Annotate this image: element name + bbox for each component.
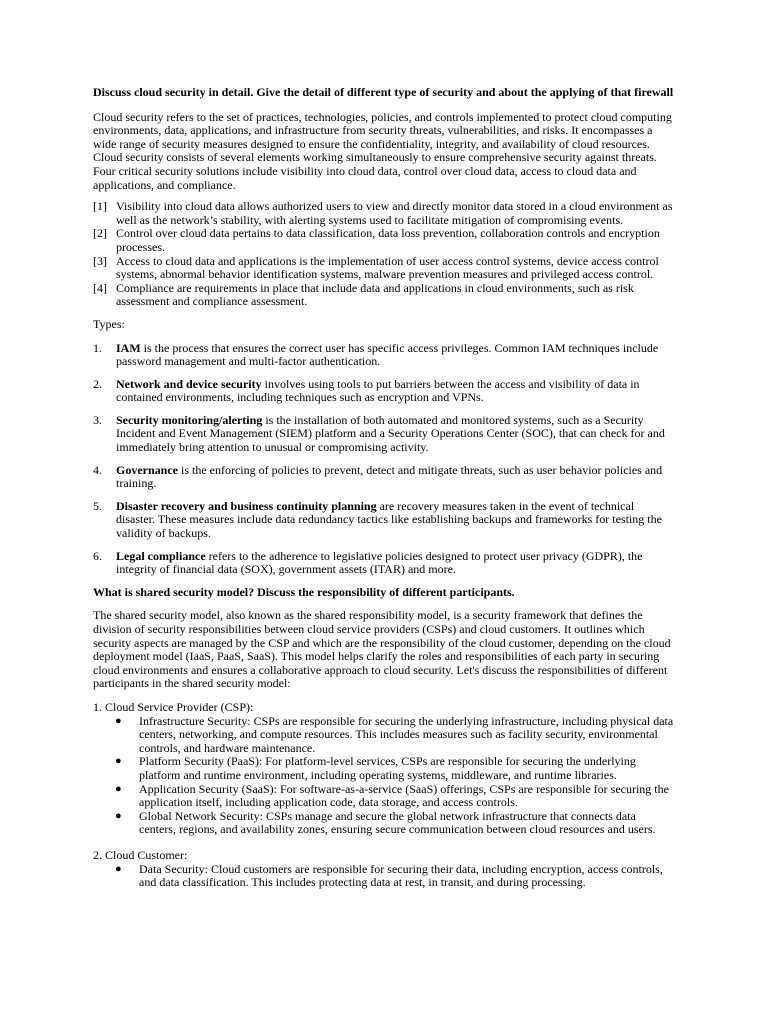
item-text: is the process that ensures the correct user has specific access privileges. Common IAM techniques include password management and multi-factor authentication. [116,340,659,369]
intro-paragraph: Cloud security refers to the set of practices, technologies, policies, and controls implemented to protect cloud computing environments, data, applications, and infrastructure from security threats, vulnerabilities, and risks. It encompasses a wide range of security measures designed to ensure the confidentiality, integrity, and availability of cloud resources. Cloud security consists of several elements working simultaneously to ensure comprehensive security against threats. Four critical security solutions include visibility into cloud data, control over cloud data, access to cloud data and applications, and compliance. [93,109,672,192]
security-solutions-list [93,200,674,309]
item-text: are recovery measures taken in the event of technical disaster. These measures include data redundancy tactics like establishing backups and frameworks for testing the validity of backups. [116,498,662,541]
list-item [93,810,674,837]
item-number: 1. [93,340,102,355]
list-item [93,227,674,254]
bullet-icon: ● [115,714,122,727]
item-text: involves using tools to put barriers between the access and visibility of data in contained environments, including techniques such as encryption and VPNs. [116,376,640,405]
types-label: Types: [93,316,125,331]
item-text: Data Security: Cloud customers are responsible for securing their data, including encryption, access controls, and data classification. This includes protecting data at rest, in transit, and during processing. [139,861,663,890]
item-text: Compliance are requirements in place that include data and applications in cloud environments, such as risk assessment and compliance assessment. [116,280,634,309]
bullet-icon: ● [115,862,122,875]
customer-label: 2. Cloud Customer: [93,847,188,862]
list-item [93,378,674,405]
list-item [93,863,674,890]
item-text: Application Security (SaaS): For software-as-a-service (SaaS) offerings, CSPs are responsible for securing the application itself, including application code, data storage, and access controls. [139,781,669,810]
item-text: is the installation of both automated and monitored systems, such as a Security Incident and Event Management (SIEM) platform and a Security Operations Center (SOC), that can check for and immediately bring attention to unusual or compromising activity. [116,412,665,455]
list-item [93,414,674,455]
security-types-list [93,342,674,577]
shared-model-heading: What is shared security model? Discuss the responsibility of different participants. [93,584,515,599]
item-term: IAM [116,340,141,355]
question-heading: Discuss cloud security in detail. Give the detail of different type of security and about the applying of that firewall [93,85,674,99]
item-number: 6. [93,548,102,563]
bullet-icon: ● [115,782,122,795]
item-number: [3] [93,253,107,268]
item-text: is the enforcing of policies to prevent, detect and mitigate threats, such as user behavior policies and training. [116,462,663,491]
item-number: 5. [93,498,102,513]
item-term: Disaster recovery and business continuity planning [116,498,377,513]
shared-model-paragraph: The shared security model, also known as the shared responsibility model, is a security framework that defines the division of security responsibilities between cloud service providers (CSPs) and cloud customers. It outlines which security aspects are managed by the CSP and which are the responsibility of the cloud customer, depending on the cloud deployment model (IaaS, PaaS, SaaS). This model helps clarify the roles and responsibilities of each party in securing cloud environments and ensures a collaborative approach to cloud security. Let's discuss the responsibilities of different participants in the shared security model: [93,608,671,691]
item-text: Global Network Security: CSPs manage and secure the global network infrastructure that connects data centers, regions, and availability zones, ensuring secure communication between cloud resources and users. [139,808,656,837]
item-text: Visibility into cloud data allows authorized users to view and directly monitor data stored in a cloud environment as well as the network’s stability, with alerting systems used to facilitate mitigation of compromising events. [116,199,673,227]
list-item [93,755,674,782]
list-item [93,715,674,756]
csp-bullet-list [93,715,674,837]
customer-bullet-list [93,863,674,890]
item-term: Legal compliance [116,548,206,563]
list-item [93,500,674,541]
item-number: 2. [93,376,102,391]
list-item [93,464,674,491]
list-item [93,255,674,282]
bullet-icon: ● [115,809,122,822]
csp-label: 1. Cloud Service Provider (CSP): [93,699,254,714]
bullet-icon: ● [115,755,122,768]
list-item [93,282,674,309]
list-item [93,200,674,227]
item-number: 4. [93,462,102,477]
item-number: [1] [93,199,107,214]
list-item [93,550,674,577]
list-item [93,783,674,810]
item-text: Platform Security (PaaS): For platform-level services, CSPs are responsible for securing the underlying platform and runtime environment, including operating systems, middleware, and runtime libraries. [139,754,636,782]
item-number: 3. [93,412,102,427]
item-term: Network and device security [116,376,262,391]
item-term: Security monitoring/alerting [116,412,263,427]
item-text: Infrastructure Security: CSPs are responsible for securing the underlying infrastructure, including physical data centers, networking, and compute resources. This includes measures such as facility security, environmental controls, and hardware maintenance. [139,713,674,755]
item-number: [4] [93,280,107,295]
item-text: Access to cloud data and applications is the implementation of user access control systems, device access control systems, abnormal behavior identification systems, malware prevention measures and privileged access control. [116,253,659,282]
item-term: Governance [116,462,178,477]
item-text: Control over cloud data pertains to data classification, data loss prevention, collaboration controls and encryption processes. [116,226,660,254]
item-number: [2] [93,226,107,241]
item-text: refers to the adherence to legislative policies designed to protect user privacy (GDPR), the integrity of financial data (SOX), government assets (ITAR) and more. [116,548,643,577]
list-item [93,342,674,369]
